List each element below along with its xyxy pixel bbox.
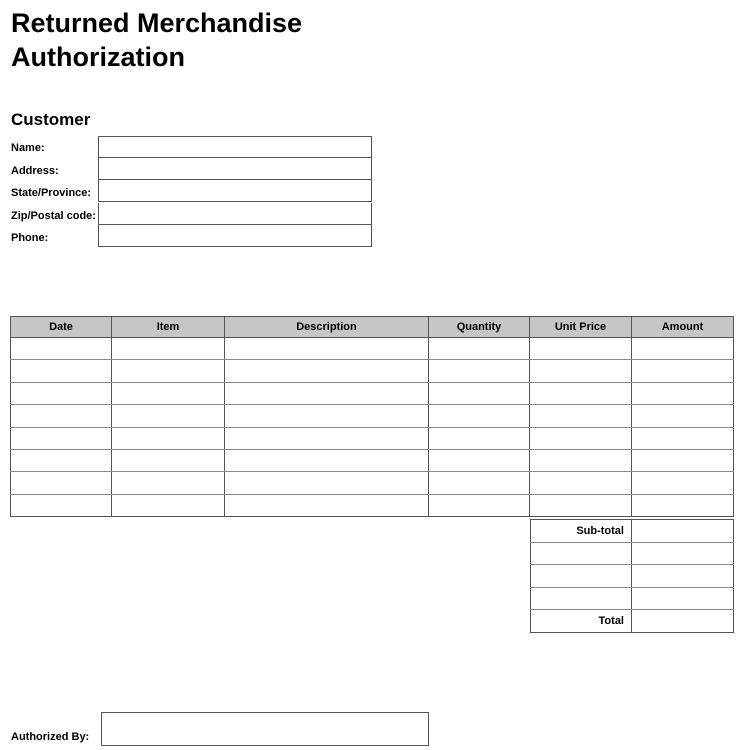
item-cell[interactable] xyxy=(112,360,225,382)
totals-row xyxy=(531,587,734,610)
amount-cell[interactable] xyxy=(632,382,734,404)
table-row xyxy=(11,427,734,449)
unit-price-cell[interactable] xyxy=(530,449,632,471)
totals-label: Total xyxy=(531,610,632,633)
customer-heading: Customer xyxy=(11,110,91,129)
date-cell[interactable] xyxy=(11,449,112,471)
item-cell[interactable] xyxy=(112,449,225,471)
description-cell[interactable] xyxy=(225,472,429,494)
totals-row xyxy=(531,542,734,565)
item-cell[interactable] xyxy=(112,427,225,449)
page-title-line-1: Returned Merchandise xyxy=(11,8,303,38)
totals-label: Sub-total xyxy=(531,520,632,543)
totals-value-cell[interactable] xyxy=(632,610,734,633)
zip-postal-code-field[interactable] xyxy=(98,203,372,225)
date-cell[interactable] xyxy=(11,427,112,449)
description-cell[interactable] xyxy=(225,360,429,382)
unit-price-cell[interactable] xyxy=(530,494,632,516)
column-header-amount: Amount xyxy=(632,317,734,338)
date-cell[interactable] xyxy=(11,360,112,382)
table-row xyxy=(11,382,734,404)
column-header-description: Description xyxy=(225,317,429,338)
table-row xyxy=(11,494,734,516)
column-header-quantity: Quantity xyxy=(429,317,530,338)
date-cell[interactable] xyxy=(11,405,112,427)
unit-price-cell[interactable] xyxy=(530,360,632,382)
totals-label xyxy=(531,587,632,610)
items-table xyxy=(10,316,734,517)
amount-cell[interactable] xyxy=(632,405,734,427)
totals-row xyxy=(531,565,734,588)
phone-label: Phone: xyxy=(11,232,49,244)
authorized-by-field[interactable] xyxy=(101,712,429,746)
unit-price-cell[interactable] xyxy=(530,472,632,494)
totals-value-cell[interactable] xyxy=(632,565,734,588)
amount-cell[interactable] xyxy=(632,360,734,382)
date-cell[interactable] xyxy=(11,338,112,360)
zip-postal-code-label: Zip/Postal code: xyxy=(11,210,96,222)
quantity-cell[interactable] xyxy=(429,494,530,516)
quantity-cell[interactable] xyxy=(429,360,530,382)
item-cell[interactable] xyxy=(112,472,225,494)
date-cell[interactable] xyxy=(11,472,112,494)
amount-cell[interactable] xyxy=(632,338,734,360)
item-cell[interactable] xyxy=(112,338,225,360)
item-cell[interactable] xyxy=(112,382,225,404)
column-header-item: Item xyxy=(112,317,225,338)
totals-row xyxy=(531,610,734,633)
amount-cell[interactable] xyxy=(632,427,734,449)
description-cell[interactable] xyxy=(225,405,429,427)
amount-cell[interactable] xyxy=(632,472,734,494)
name-label: Name: xyxy=(11,142,45,154)
item-cell[interactable] xyxy=(112,494,225,516)
date-cell[interactable] xyxy=(11,494,112,516)
table-row xyxy=(11,472,734,494)
amount-cell[interactable] xyxy=(632,449,734,471)
table-row xyxy=(11,405,734,427)
column-header-date: Date xyxy=(11,317,112,338)
quantity-cell[interactable] xyxy=(429,382,530,404)
totals-row xyxy=(531,520,734,543)
date-cell[interactable] xyxy=(11,382,112,404)
quantity-cell[interactable] xyxy=(429,472,530,494)
totals-value-cell[interactable] xyxy=(632,520,734,543)
description-cell[interactable] xyxy=(225,338,429,360)
description-cell[interactable] xyxy=(225,382,429,404)
table-row xyxy=(11,360,734,382)
totals-value-cell[interactable] xyxy=(632,542,734,565)
unit-price-cell[interactable] xyxy=(530,405,632,427)
amount-cell[interactable] xyxy=(632,494,734,516)
phone-field[interactable] xyxy=(98,225,372,247)
totals-label xyxy=(531,542,632,565)
column-header-unit-price: Unit Price xyxy=(530,317,632,338)
quantity-cell[interactable] xyxy=(429,427,530,449)
page-title-line-2: Authorization xyxy=(11,42,185,72)
quantity-cell[interactable] xyxy=(429,338,530,360)
item-cell[interactable] xyxy=(112,405,225,427)
quantity-cell[interactable] xyxy=(429,405,530,427)
state-province-field[interactable] xyxy=(98,180,372,202)
totals-table xyxy=(530,519,734,633)
table-row xyxy=(11,449,734,471)
page-title xyxy=(11,6,411,74)
totals-label xyxy=(531,565,632,588)
unit-price-cell[interactable] xyxy=(530,338,632,360)
authorized-by-label: Authorized By: xyxy=(11,731,90,743)
name-field[interactable] xyxy=(98,136,372,158)
description-cell[interactable] xyxy=(225,449,429,471)
quantity-cell[interactable] xyxy=(429,449,530,471)
description-cell[interactable] xyxy=(225,427,429,449)
address-label: Address: xyxy=(11,165,59,177)
items-table-header xyxy=(11,317,734,338)
unit-price-cell[interactable] xyxy=(530,427,632,449)
table-row xyxy=(11,338,734,360)
description-cell[interactable] xyxy=(225,494,429,516)
state-province-label: State/Province: xyxy=(11,187,92,199)
unit-price-cell[interactable] xyxy=(530,382,632,404)
totals-value-cell[interactable] xyxy=(632,587,734,610)
address-field[interactable] xyxy=(98,158,372,180)
